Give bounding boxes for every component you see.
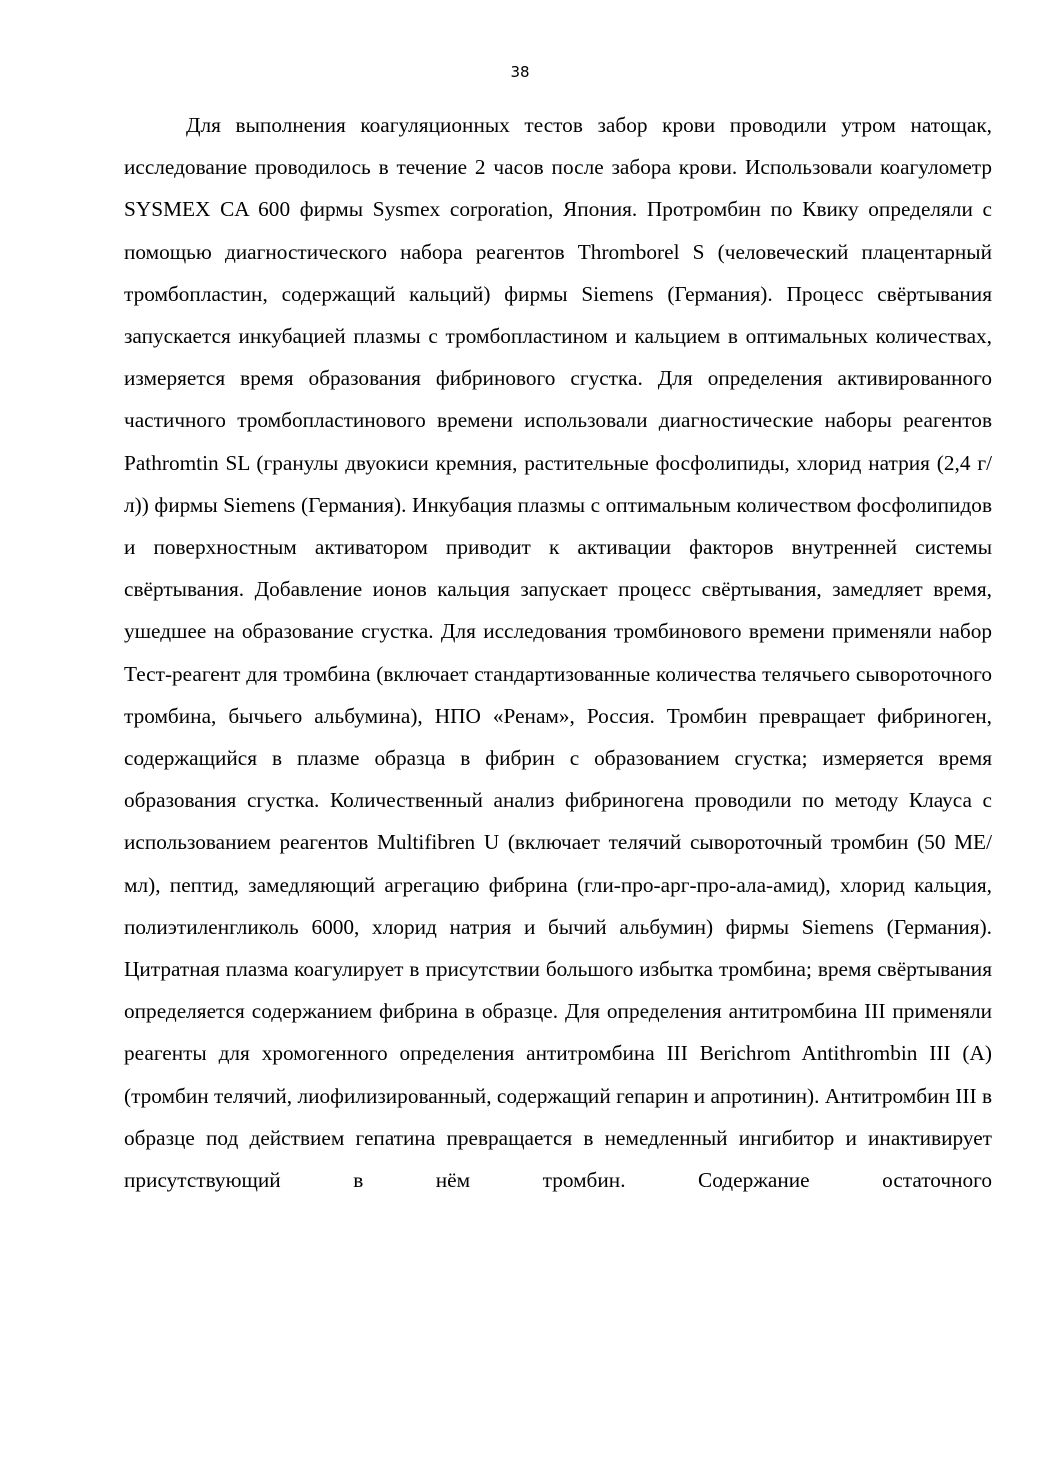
page-number: 38: [510, 63, 530, 81]
body-paragraph: Для выполнения коагуляционных тестов забор крови проводили утром натощак, исследование проводилось в течение 2 часов после забора крови. Использовали коагулометр SYSMEX CA 600 фирмы Sysmex corporation, Япония. Протромбин по Квику определяли с помощью диагностического набора реагентов Thromborel S (человеческий плацентарный тромбопластин, содержащий кальций) фирмы Siemens (Германия). Процесс свёртывания запускается инкубацией плазмы с тромбопластином и кальцием в оптимальных количествах, измеряется время образования фибринового сгустка. Для определения активированного частичного тромбопластинового времени использовали диагностические наборы реагентов Pathromtin SL (гранулы двуокиси кремния, растительные фосфолипиды, хлорид натрия (2,4 г/л)) фирмы Siemens (Германия). Инкубация плазмы с оптимальным количеством фосфолипидов и поверхностным активатором приводит к активации факторов внутренней системы свёртывания. Добавление ионов кальция запускает процесс свёртывания, замедляет время, ушедшее на образование сгустка. Для исследования тромбинового времени применяли набор Тест-реагент для тромбина (включает стандартизованные количества телячьего сывороточного тромбина, бычьего альбумина), НПО «Ренам», Россия. Тромбин превращает фибриноген, содержащийся в плазме образца в фибрин с образованием сгустка; измеряется время образования сгустка. Количественный анализ фибриногена проводили по методу Клауса с использованием реагентов Multifibren U (включает телячий сывороточный тромбин (50 МЕ/мл), пептид, замедляющий агрегацию фибрина (гли-про-арг-про-ала-амид), хлорид кальция, полиэтиленгликоль 6000, хлорид натрия и бычий альбумин) фирмы Siemens (Германия). Цитратная плазма коагулирует в присутствии большого избытка тромбина; время свёртывания определяется содержанием фибрина в образце. Для определения антитромбина III применяли реагенты для хромогенного определения антитромбина III Berichrom Antithrombin III (A) (тромбин телячий, лиофилизированный, содержащий гепарин и апротинин). Антитромбин III в образце под действием гепатина превращается в немедленный ингибитор и инактивирует присутствующий в нём тромбин. Содержание остаточного: [124, 113, 992, 1193]
